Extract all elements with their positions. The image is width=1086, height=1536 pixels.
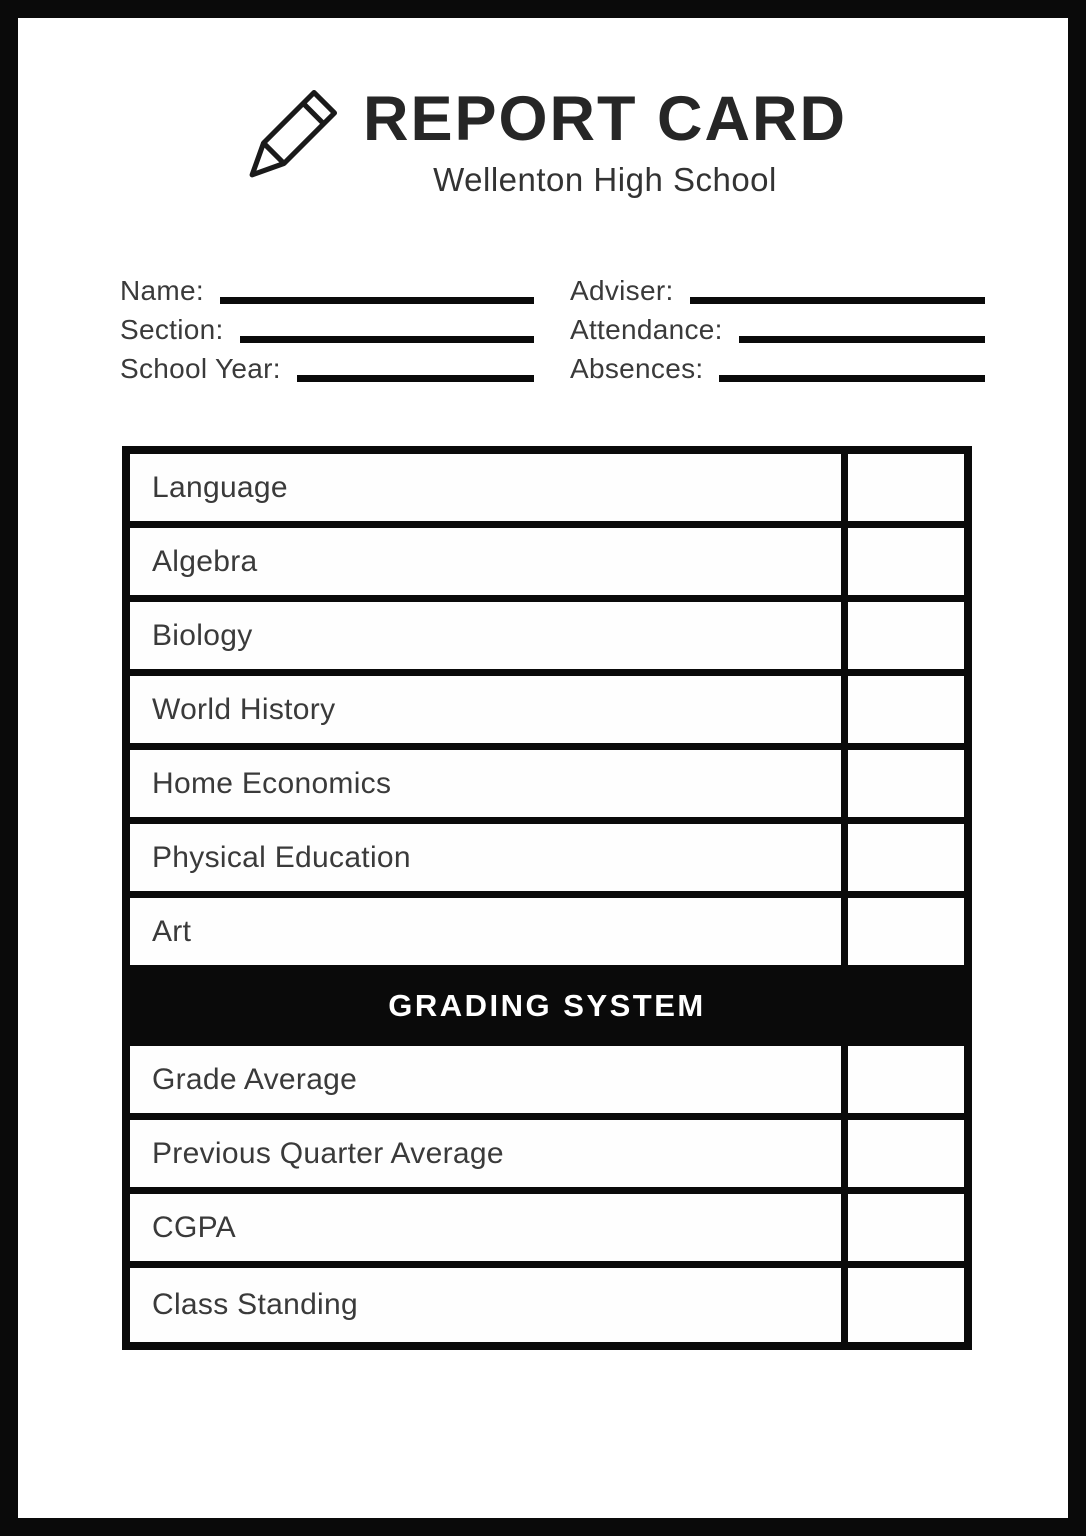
grade-cell[interactable] — [848, 824, 964, 891]
school-year-field — [120, 349, 534, 388]
name-input-line[interactable] — [220, 297, 534, 304]
section-input-line[interactable] — [240, 336, 534, 343]
adviser-input-line[interactable] — [690, 297, 985, 304]
page-title: REPORT CARD — [362, 84, 847, 154]
grade-cell[interactable] — [848, 1268, 964, 1342]
table-row-class-standing — [130, 1268, 964, 1342]
subject-label: Art — [130, 898, 848, 965]
attendance-label: Attendance: — [570, 313, 723, 345]
subject-label: Biology — [130, 602, 848, 669]
grade-cell[interactable] — [848, 1120, 964, 1187]
attendance-input-line[interactable] — [739, 336, 985, 343]
subject-label: Home Economics — [130, 750, 848, 817]
adviser-label: Adviser: — [570, 274, 674, 306]
table-row-grade-average — [130, 1046, 964, 1120]
grade-cell[interactable] — [848, 602, 964, 669]
grade-cell[interactable] — [848, 1194, 964, 1261]
absences-field — [570, 349, 985, 388]
absences-label: Absences: — [570, 352, 704, 384]
table-row-previous-quarter-average — [130, 1120, 964, 1194]
grade-cell[interactable] — [848, 676, 964, 743]
grades-table — [122, 446, 972, 1350]
grade-cell[interactable] — [848, 750, 964, 817]
name-label: Name: — [120, 274, 204, 306]
absences-input-line[interactable] — [719, 375, 985, 382]
school-year-label: School Year: — [120, 352, 281, 384]
pencil-icon — [239, 78, 341, 196]
subject-label: Algebra — [130, 528, 848, 595]
section-label: Section: — [120, 313, 224, 345]
table-row-language — [130, 454, 964, 528]
table-row-physical-education — [130, 824, 964, 898]
grade-cell[interactable] — [848, 528, 964, 595]
grading-system-band — [130, 972, 964, 1046]
school-name: Wellenton High School — [433, 161, 777, 198]
header-text — [363, 78, 847, 199]
table-row-cgpa — [130, 1194, 964, 1268]
school-year-input-line[interactable] — [297, 375, 534, 382]
subject-label: Language — [130, 454, 848, 521]
grade-cell[interactable] — [848, 454, 964, 521]
table-row-home-economics — [130, 750, 964, 824]
table-row-art — [130, 898, 964, 972]
table-row-biology — [130, 602, 964, 676]
table-row-algebra — [130, 528, 964, 602]
student-info-section — [18, 271, 1068, 388]
grading-row-label: CGPA — [130, 1194, 848, 1261]
grading-row-label: Previous Quarter Average — [130, 1120, 848, 1187]
student-info-right-column — [570, 271, 985, 388]
header — [18, 78, 1068, 199]
grade-cell[interactable] — [848, 1046, 964, 1113]
name-field — [120, 271, 534, 310]
grading-row-label: Class Standing — [130, 1268, 848, 1342]
grading-system-title: GRADING SYSTEM — [388, 987, 706, 1023]
attendance-field — [570, 310, 985, 349]
subject-label: World History — [130, 676, 848, 743]
subject-label: Physical Education — [130, 824, 848, 891]
student-info-left-column — [120, 271, 534, 388]
grading-row-label: Grade Average — [130, 1046, 848, 1113]
section-field — [120, 310, 534, 349]
grade-cell[interactable] — [848, 898, 964, 965]
adviser-field — [570, 271, 985, 310]
table-row-world-history — [130, 676, 964, 750]
